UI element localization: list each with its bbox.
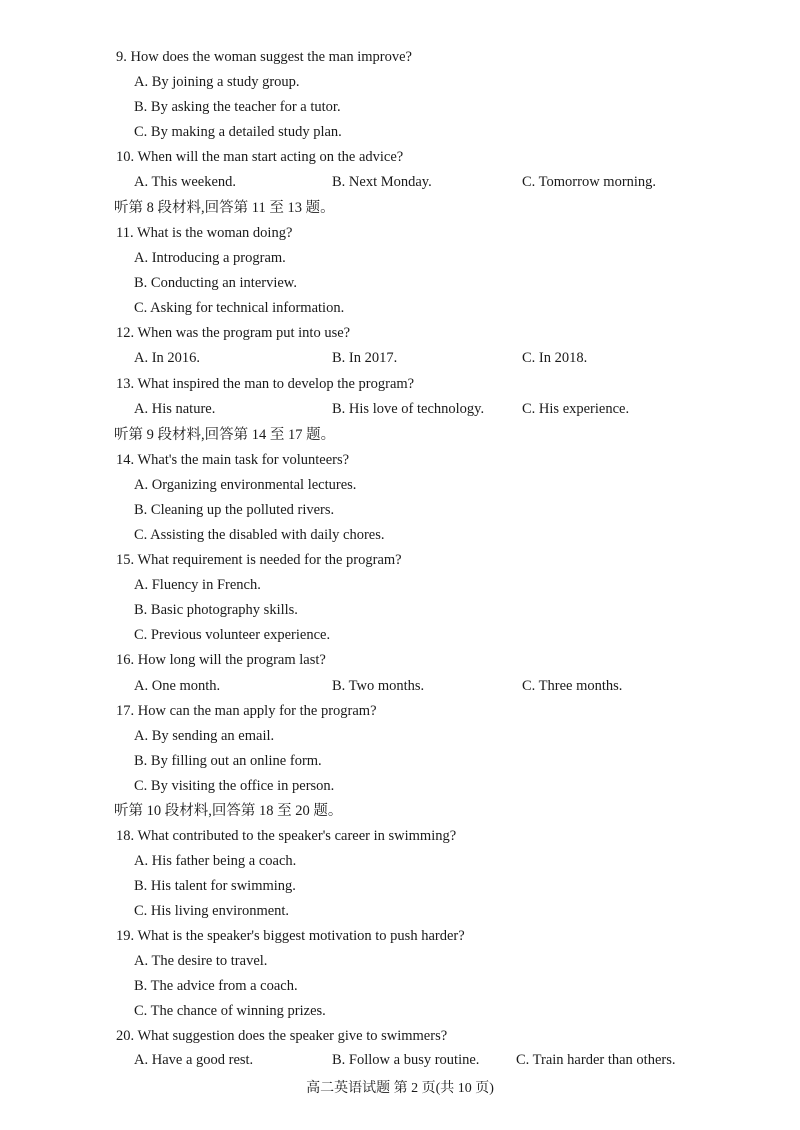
- question-14-option-a: A. Organizing environmental lectures.: [134, 477, 357, 493]
- question-17-option-a: A. By sending an email.: [134, 728, 275, 744]
- question-10-option-a: A. This weekend.: [134, 174, 237, 190]
- question-15-option-a: A. Fluency in French.: [134, 577, 261, 593]
- question-16-option-a: A. One month.: [134, 678, 221, 694]
- section-8-instruction: 听第 8 段材料,回答第 11 至 13 题。: [114, 200, 335, 216]
- question-12: 12. When was the program put into use?: [116, 325, 351, 341]
- question-13-option-b: B. His love of technology.: [332, 401, 485, 417]
- question-18: 18. What contributed to the speaker's career in swimming?: [116, 828, 457, 844]
- question-19-option-b: B. The advice from a coach.: [134, 978, 298, 994]
- question-20-option-b: B. Follow a busy routine.: [332, 1052, 480, 1068]
- question-12-option-c: C. In 2018.: [522, 350, 588, 366]
- question-14-option-c: C. Assisting the disabled with daily chores.: [134, 527, 385, 543]
- question-18-option-b: B. His talent for swimming.: [134, 878, 296, 894]
- question-10: 10. When will the man start acting on the advice?: [116, 149, 404, 165]
- page-footer: 高二英语试题 第 2 页(共 10 页): [306, 1081, 494, 1096]
- question-11-option-c: C. Asking for technical information.: [134, 300, 345, 316]
- question-18-option-c: C. His living environment.: [134, 903, 290, 919]
- question-10-option-b: B. Next Monday.: [332, 174, 432, 190]
- question-11: 11. What is the woman doing?: [116, 225, 293, 241]
- question-14: 14. What's the main task for volunteers?: [116, 452, 350, 468]
- section-9-instruction: 听第 9 段材料,回答第 14 至 17 题。: [114, 427, 336, 443]
- question-14-option-b: B. Cleaning up the polluted rivers.: [134, 502, 335, 518]
- question-9: 9. How does the woman suggest the man improve?: [116, 49, 412, 65]
- question-16-option-b: B. Two months.: [332, 678, 425, 694]
- question-16-option-c: C. Three months.: [522, 678, 623, 694]
- question-9-option-c: C. By making a detailed study plan.: [134, 124, 342, 140]
- question-12-option-a: A. In 2016.: [134, 350, 201, 366]
- question-18-option-a: A. His father being a coach.: [134, 853, 297, 869]
- question-15-option-c: C. Previous volunteer experience.: [134, 627, 331, 643]
- question-20-option-a: A. Have a good rest.: [134, 1052, 254, 1068]
- question-16: 16. How long will the program last?: [116, 652, 326, 668]
- question-15-option-b: B. Basic photography skills.: [134, 602, 298, 618]
- question-17-option-c: C. By visiting the office in person.: [134, 778, 335, 794]
- question-13-option-c: C. His experience.: [522, 401, 630, 417]
- question-11-option-a: A. Introducing a program.: [134, 250, 286, 266]
- question-10-option-c: C. Tomorrow morning.: [522, 174, 657, 190]
- question-19: 19. What is the speaker's biggest motivation to push harder?: [116, 928, 465, 944]
- question-17: 17. How can the man apply for the program?: [116, 703, 377, 719]
- question-20-option-c: C. Train harder than others.: [516, 1052, 676, 1068]
- question-12-option-b: B. In 2017.: [332, 350, 398, 366]
- question-19-option-c: C. The chance of winning prizes.: [134, 1003, 326, 1019]
- question-15: 15. What requirement is needed for the program?: [116, 552, 402, 568]
- question-20: 20. What suggestion does the speaker give to swimmers?: [116, 1028, 448, 1044]
- question-17-option-b: B. By filling out an online form.: [134, 753, 322, 769]
- section-10-instruction: 听第 10 段材料,回答第 18 至 20 题。: [114, 803, 343, 819]
- question-13-option-a: A. His nature.: [134, 401, 216, 417]
- question-19-option-a: A. The desire to travel.: [134, 953, 268, 969]
- question-9-option-b: B. By asking the teacher for a tutor.: [134, 99, 341, 115]
- question-11-option-b: B. Conducting an interview.: [134, 275, 297, 291]
- question-13: 13. What inspired the man to develop the program?: [116, 376, 415, 392]
- question-9-option-a: A. By joining a study group.: [134, 74, 300, 90]
